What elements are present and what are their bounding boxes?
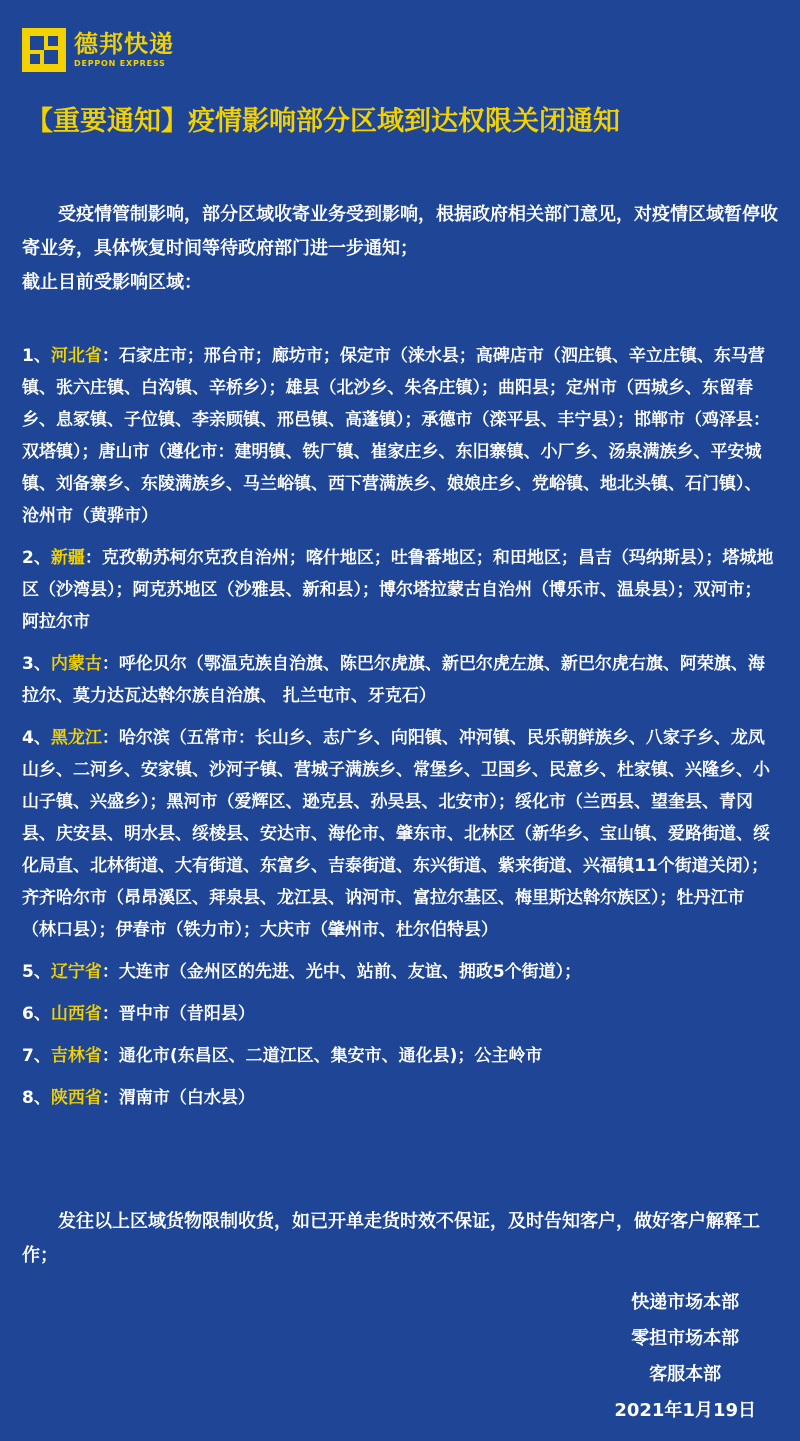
region-number: 6、 (22, 1004, 51, 1024)
region-item (22, 998, 778, 1030)
region-item (22, 956, 778, 988)
region-detail: ：呼伦贝尔（鄂温克族自治旗、陈巴尔虎旗、新巴尔虎左旗、新巴尔虎右旗、阿荣旗、海拉尔、莫力达瓦达斡尔族自治旗、 扎兰屯市、牙克石） (22, 654, 765, 706)
intro-affected-label: 截止目前受影响区域： (22, 272, 202, 293)
region-detail: ：渭南市（白水县） (101, 1088, 255, 1108)
region-number: 4、 (22, 728, 51, 748)
region-province: 黑龙江 (50, 728, 102, 748)
region-province: 河北省 (50, 346, 102, 366)
region-item (22, 722, 778, 946)
region-detail: ：克孜勒苏柯尔克孜自治州；喀什地区；吐鲁番地区；和田地区；昌吉（玛纳斯县）；塔城地区（沙湾县）；阿克苏地区（沙雅县、新和县）；博尔塔拉蒙古自治州（博乐市、温泉县）；双河市；阿拉尔市 (22, 548, 774, 632)
notice-title: 【重要通知】疫情影响部分区域到达权限关闭通知 (26, 106, 620, 137)
region-province: 山西省 (50, 1004, 102, 1024)
region-detail: ：哈尔滨（五常市：长山乡、志广乡、向阳镇、冲河镇、民乐朝鲜族乡、八家子乡、龙凤山乡、二河乡、安家镇、沙河子镇、营城子满族乡、常堡乡、卫国乡、民意乡、杜家镇、兴隆乡、小山子镇、兴盛乡）；黑河市（爱辉区、逊克县、孙吴县、北安市）；绥化市（兰西县、望奎县、青冈县、庆安县、明水县、绥棱县、安达市、海伦市、肇东市、北林区（新华乡、宝山镇、爱路街道、绥化局直、北林街道、大有街道、东富乡、吉泰街道、东兴街道、紫来街道、兴福镇11个街道关闭）；齐齐哈尔市（昂昂溪区、拜泉县、龙江县、讷河市、富拉尔基区、梅里斯达斡尔族区）；牡丹江市（林口县）；伊春市（铁力市）；大庆市（肇州市、杜尔伯特县） (22, 728, 770, 940)
brand-name-en: DEPPON EXPRESS (74, 59, 166, 68)
region-detail: ：大连市（金州区的先进、光中、站前、友谊、拥政5个街道）； (101, 962, 582, 982)
brand-name (74, 32, 174, 68)
region-number: 1、 (22, 346, 51, 366)
brand-logo (22, 28, 174, 72)
region-province: 新疆 (50, 548, 85, 568)
region-item (22, 542, 778, 638)
intro-section (22, 198, 778, 300)
region-detail: ：石家庄市；邢台市；廊坊市；保定市（涞水县；高碑店市（泗庄镇、辛立庄镇、东马营镇、张六庄镇、白沟镇、辛桥乡）；雄县（北沙乡、朱各庄镇）；曲阳县；定州市（西城乡、东留春乡、息冢镇、子位镇、李亲顾镇、邢邑镇、高蓬镇）；承德市（滦平县、丰宁县）；邯郸市（鸡泽县：双塔镇）；唐山市（遵化市：建明镇、铁厂镇、崔家庄乡、东旧寨镇、小厂乡、汤泉满族乡、平安城镇、刘备寨乡、东陵满族乡、马兰峪镇、西下营满族乡、娘娘庄乡、党峪镇、地北头镇、石门镇）、沧州市（黄骅市） (22, 346, 770, 526)
brand-name-cn: 德邦快递 (74, 30, 174, 58)
region-number: 3、 (22, 654, 51, 674)
region-number: 8、 (22, 1088, 51, 1108)
region-number: 7、 (22, 1046, 51, 1066)
region-province: 内蒙古 (50, 654, 102, 674)
region-province: 辽宁省 (50, 962, 102, 982)
region-province: 陕西省 (50, 1088, 102, 1108)
region-detail: ：晋中市（昔阳县） (101, 1004, 255, 1024)
region-item (22, 340, 778, 532)
region-item (22, 648, 778, 712)
region-detail: ：通化市(东昌区、二道江区、集安市、通化县)；公主岭市 (101, 1046, 543, 1066)
signoff-block (614, 1285, 756, 1429)
signoff-dept-service: 客服本部 (649, 1364, 722, 1385)
deppon-logo-icon (22, 28, 66, 72)
intro-paragraph: 受疫情管制影响，部分区域收寄业务受到影响，根据政府相关部门意见，对疫情区域暂停收寄业务，具体恢复时间等待政府部门进一步通知； (22, 204, 778, 259)
signoff-date: 2021年1月19日 (614, 1400, 756, 1421)
region-province: 吉林省 (50, 1046, 102, 1066)
region-item (22, 1040, 778, 1072)
region-number: 5、 (22, 962, 51, 982)
closing-paragraph: 发往以上区域货物限制收货，如已开单走货时效不保证，及时告知客户，做好客户解释工作； (22, 1211, 760, 1266)
signoff-dept-ltl: 零担市场本部 (631, 1328, 740, 1349)
region-item (22, 1082, 778, 1114)
region-number: 2、 (22, 548, 51, 568)
region-list (22, 340, 778, 1124)
signoff-dept-express: 快递市场本部 (631, 1292, 740, 1313)
